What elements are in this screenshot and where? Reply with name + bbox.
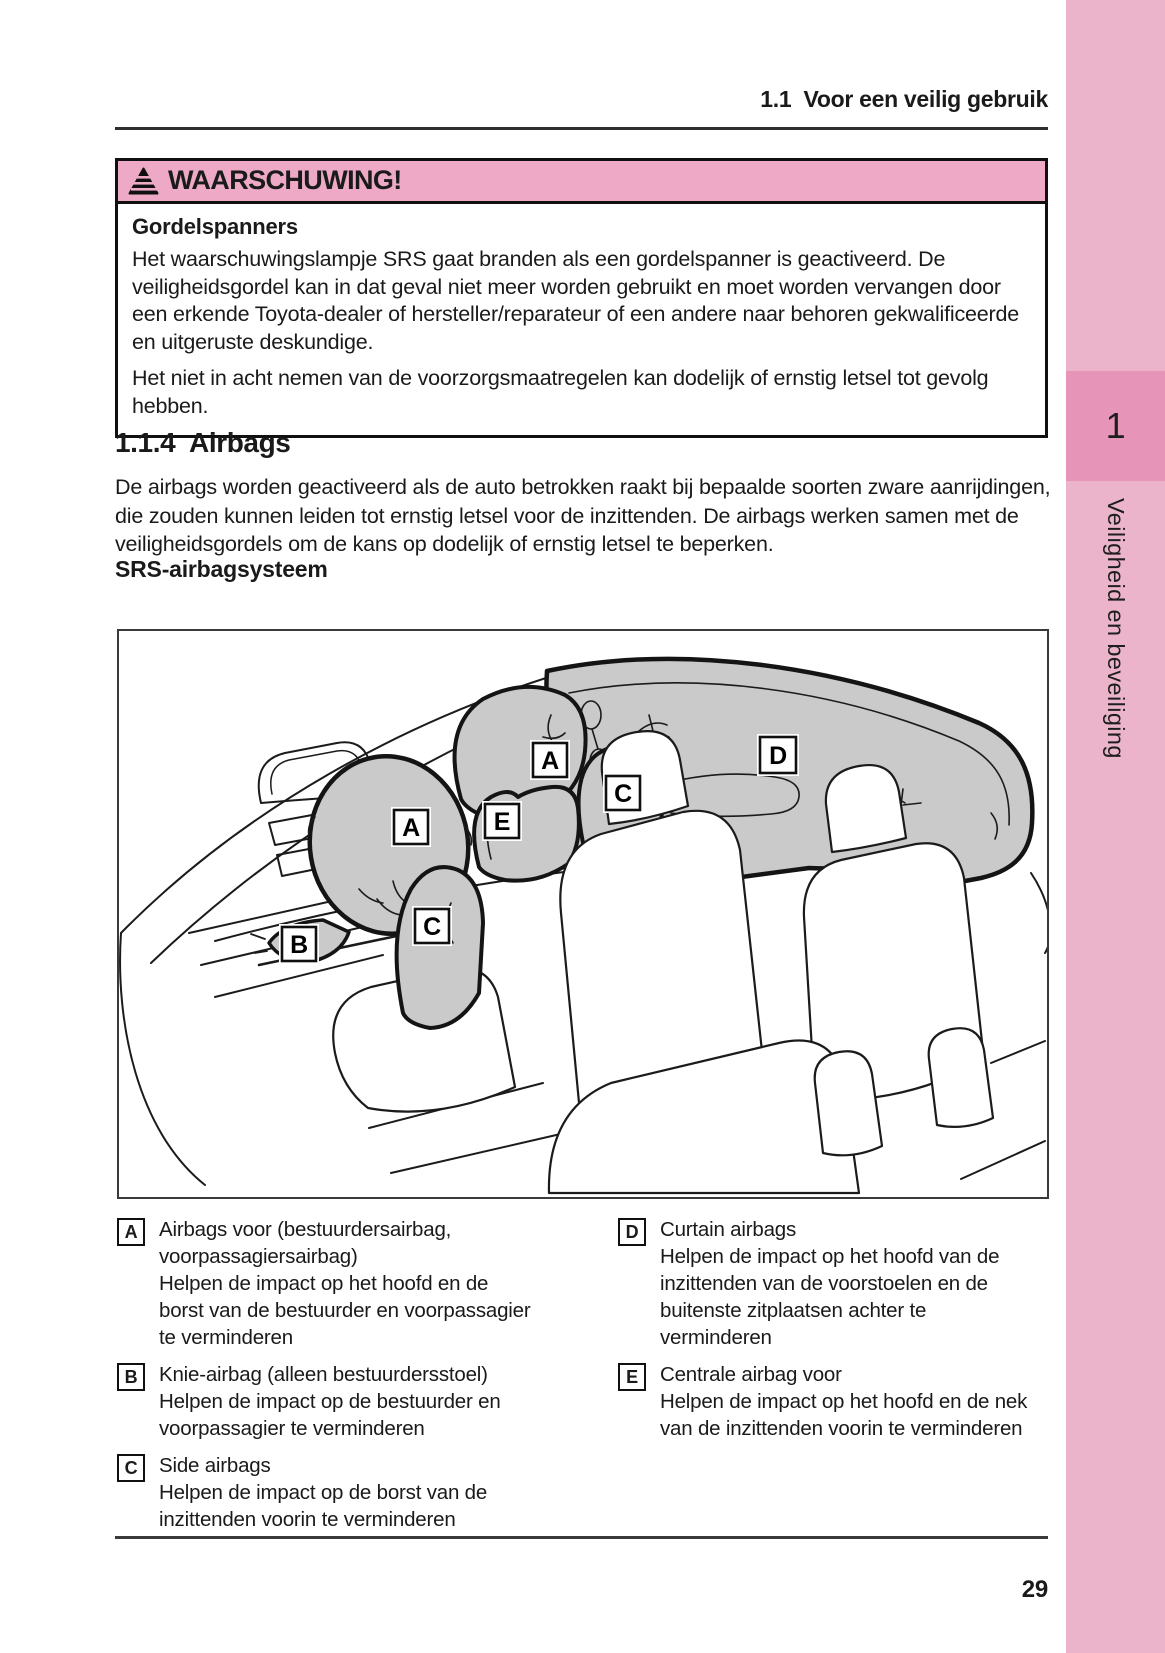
airbag-figure	[117, 629, 1049, 1199]
label-C-front	[412, 906, 452, 946]
figure-legend	[117, 1216, 1050, 1543]
legend-column-right	[618, 1216, 1050, 1543]
legend-item-C	[117, 1452, 577, 1533]
label-C-rear	[603, 773, 643, 813]
legend-desc: Helpen de impact op het hoofd en de nek van de inzittenden voorin te verminderen	[660, 1390, 1028, 1440]
legend-item-D	[618, 1216, 1050, 1351]
svg-text:D: D	[769, 742, 787, 770]
legend-title: Knie-airbag (alleen bestuurdersstoel)	[159, 1363, 488, 1386]
chapter-sidebar	[1066, 0, 1165, 1653]
warning-title: WAARSCHUWING!	[168, 165, 402, 195]
svg-text:B: B	[290, 931, 308, 959]
legend-desc: Helpen de impact op de borst van de inzittenden voorin te verminderen	[159, 1481, 488, 1531]
svg-text:C: C	[423, 913, 441, 941]
legend-desc: Helpen de impact op het hoofd en de borst van de bestuurder en voorpassagier te verminderen	[159, 1272, 531, 1349]
warning-triangle-icon	[128, 167, 159, 195]
label-B	[279, 924, 319, 964]
legend-key-C: C	[117, 1454, 145, 1482]
legend-column-left	[117, 1216, 577, 1543]
label-E	[482, 801, 522, 841]
legend-desc: Helpen de impact op de bestuurder en voorpassagier te verminderen	[159, 1390, 501, 1440]
chapter-number-tab: 1	[1066, 371, 1165, 481]
legend-item-A	[117, 1216, 577, 1351]
legend-title: Side airbags	[159, 1454, 271, 1477]
legend-desc: Helpen de impact op het hoofd van de inzittenden van de voorstoelen en de buitenste zitplaatsen achter te verminderen	[660, 1245, 1000, 1349]
airbag-diagram	[119, 631, 1047, 1197]
warning-paragraph: Het niet in acht nemen van de voorzorgsmaatregelen kan dodelijk of ernstig letsel tot gevolg hebben.	[132, 366, 989, 418]
side-airbag-front-shape	[397, 867, 483, 1028]
page-header-title: 1.1 Voor een veilig gebruik	[760, 86, 1048, 112]
chapter-title-vertical: Veiligheid en beveiliging	[1103, 498, 1129, 759]
figure-heading: SRS-airbagsysteem	[115, 556, 328, 582]
svg-text:A: A	[402, 814, 420, 842]
footer-rule	[115, 1536, 1048, 1539]
svg-text:C: C	[614, 780, 632, 808]
label-A-driver	[391, 807, 431, 847]
legend-key-A: A	[117, 1218, 145, 1246]
label-A-passenger	[530, 740, 570, 780]
header-rule	[115, 127, 1048, 130]
warning-titlebar	[118, 161, 1045, 204]
warning-box	[115, 158, 1048, 438]
legend-item-B	[117, 1361, 577, 1442]
svg-text:E: E	[493, 808, 511, 836]
legend-key-B: B	[117, 1363, 145, 1391]
legend-title: Airbags voor (bestuurdersairbag, voorpassagiersairbag)	[159, 1218, 452, 1268]
legend-title: Centrale airbag voor	[660, 1363, 842, 1386]
warning-paragraph: Het waarschuwingslampje SRS gaat branden als een gordelspanner is geactiveerd. De veiligheidsgordel kan in dat geval niet meer worden gebruikt en moet worden vervangen door een erkende Toyota-dealer of hersteller/reparateur of een andere naar behoren gekwalificeerde en uitgeruste deskundige.	[132, 247, 1019, 354]
legend-key-D: D	[618, 1218, 646, 1246]
svg-text:A: A	[541, 747, 559, 775]
section-heading: 1.1.4 Airbags	[115, 427, 291, 458]
legend-title: Curtain airbags	[660, 1218, 797, 1241]
legend-key-E: E	[618, 1363, 646, 1391]
warning-body	[118, 204, 1045, 435]
page-number: 29	[1021, 1576, 1048, 1603]
warning-subheading: Gordelspanners	[132, 214, 298, 239]
label-D	[757, 734, 799, 776]
legend-item-E	[618, 1361, 1050, 1442]
section-intro: De airbags worden geactiveerd als de auto betrokken raakt bij bepaalde soorten zware aanrijdingen, die zouden kunnen leiden tot ernstig letsel voor de inzittenden. De airbags werken samen met de veiligheidsgordels om de kans op dodelijk of ernstig letsel te beperken.	[115, 475, 1051, 556]
